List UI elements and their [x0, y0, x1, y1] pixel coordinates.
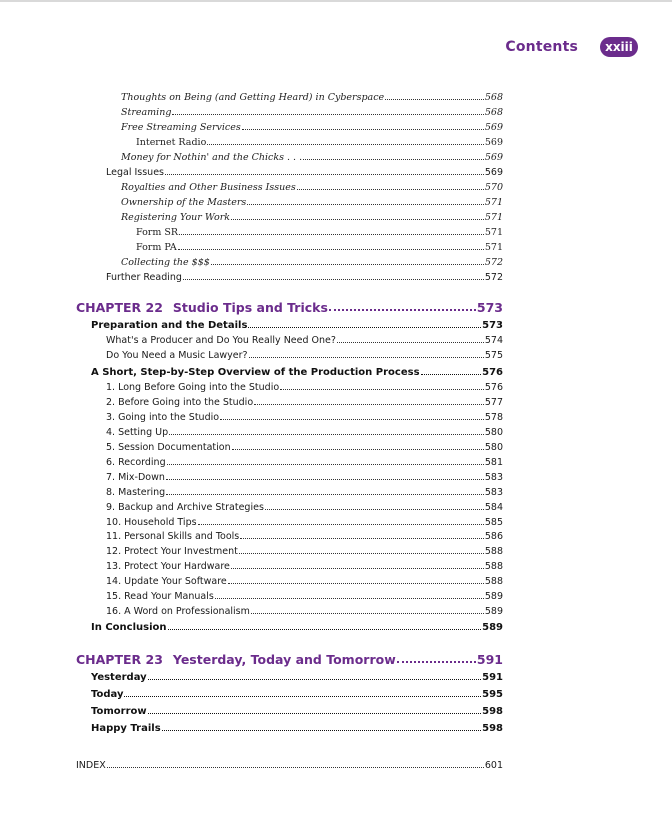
toc-entry	[106, 576, 503, 587]
chapter-number: CHAPTER 23	[76, 652, 163, 667]
dot-leader	[148, 679, 481, 680]
dot-leader	[220, 419, 484, 420]
toc-entry-title: A Short, Step-by-Step Overview of the Production Process	[91, 367, 420, 378]
dot-leader	[240, 538, 484, 539]
toc-entry-title: 8. Mastering	[106, 487, 166, 498]
toc-entry-title: Do You Need a Music Lawyer?	[106, 350, 248, 361]
toc-entry-title: 10. Household Tips	[106, 517, 197, 528]
toc-entry	[106, 502, 503, 513]
dot-leader	[385, 99, 484, 100]
toc-entry	[121, 107, 503, 118]
toc-page-number: 572	[484, 272, 503, 283]
dot-leader	[166, 479, 484, 480]
toc-entry	[106, 335, 503, 346]
toc-entry	[91, 706, 503, 717]
toc-entry	[121, 92, 503, 103]
dot-leader	[421, 374, 482, 375]
dot-leader	[329, 309, 476, 311]
toc-entry	[106, 272, 503, 283]
toc-page-number: 569	[484, 122, 503, 133]
toc-entry-title: 2. Before Going into the Studio	[106, 397, 254, 408]
dot-leader	[239, 553, 484, 554]
toc-page-number: 583	[484, 487, 503, 498]
toc-entry-title: Studio Tips and Tricks	[172, 300, 328, 315]
toc-page-number: 584	[484, 502, 503, 513]
toc-page-number: 574	[484, 335, 503, 346]
toc-entry-title: Registering Your Work	[121, 212, 230, 223]
toc-page-number: 591	[482, 672, 503, 683]
toc-chapter	[76, 300, 503, 315]
dot-leader	[297, 189, 484, 190]
toc-entry	[136, 242, 503, 253]
toc-entry	[121, 212, 503, 223]
toc-page-number: 570	[484, 182, 503, 193]
dot-leader	[179, 234, 484, 235]
toc-entry-title: 14. Update Your Software	[106, 576, 227, 587]
toc-entry-title: 15. Read Your Manuals	[106, 591, 214, 602]
toc-entry	[121, 197, 503, 208]
toc-entry-title: Happy Trails	[91, 723, 161, 734]
dot-leader	[265, 509, 484, 510]
toc-page-number: 573	[476, 300, 503, 315]
toc-entry-title: 16. A Word on Professionalism	[106, 606, 250, 617]
toc-entry-title: 4. Setting Up	[106, 427, 169, 438]
toc-entry	[106, 382, 503, 393]
toc-entry-title: Streaming	[121, 107, 172, 118]
toc-entry	[106, 427, 503, 438]
dot-leader	[166, 494, 484, 495]
dot-leader	[280, 389, 484, 390]
toc-entry	[106, 591, 503, 602]
toc-entry	[121, 152, 503, 163]
toc-page-number: 578	[484, 412, 503, 423]
toc-page-number: 568	[484, 92, 503, 103]
toc-entry-title: What's a Producer and Do You Really Need One?	[106, 335, 336, 346]
toc-entry-title: 7. Mix-Down	[106, 472, 165, 483]
toc-entry	[106, 167, 503, 178]
toc-page-number: 576	[482, 367, 503, 378]
toc-page-number: 589	[482, 622, 503, 633]
toc-entry	[106, 412, 503, 423]
dot-leader	[162, 730, 481, 731]
dot-leader	[254, 404, 484, 405]
toc-entry	[106, 517, 503, 528]
toc-entry-title: Today	[91, 689, 124, 700]
toc-entry-title: Internet Radio	[136, 137, 207, 148]
toc-page-number: 601	[484, 760, 503, 771]
toc-entry	[106, 546, 503, 557]
toc-entry	[106, 442, 503, 453]
toc-page-number: 571	[484, 227, 503, 238]
toc-entry-title: Thoughts on Being (and Getting Heard) in Cyberspace	[121, 92, 385, 103]
toc-page-number: 589	[484, 591, 503, 602]
toc-page-number: 598	[482, 723, 503, 734]
toc-entry-title: 1. Long Before Going into the Studio	[106, 382, 280, 393]
toc-page-number: 586	[484, 531, 503, 542]
toc-entry-title: Ownership of the Masters	[121, 197, 247, 208]
toc-page-number: 575	[484, 350, 503, 361]
dot-leader	[228, 583, 484, 584]
dot-leader	[231, 219, 484, 220]
dot-leader	[215, 598, 484, 599]
toc-entry-title: Free Streaming Services	[121, 122, 241, 133]
dot-leader	[232, 449, 484, 450]
toc-page-number: 581	[484, 457, 503, 468]
toc-entry-title: 6. Recording	[106, 457, 166, 468]
toc-page-number: 571	[484, 242, 503, 253]
toc-entry-title: Collecting the $$$	[121, 257, 210, 268]
toc-entry	[106, 472, 503, 483]
toc-entry	[76, 760, 503, 771]
toc-entry-title: Form SR	[136, 227, 179, 238]
chapter-number: CHAPTER 22	[76, 300, 163, 315]
toc-page-number: 598	[482, 706, 503, 717]
dot-leader	[168, 629, 482, 630]
toc-entry	[91, 622, 503, 633]
dot-leader	[337, 342, 484, 343]
toc-entry	[91, 367, 503, 378]
toc-entry-title: Yesterday	[91, 672, 147, 683]
dot-leader	[242, 129, 484, 130]
toc-entry-title: In Conclusion	[91, 622, 167, 633]
dot-leader	[148, 713, 482, 714]
toc-entry	[106, 487, 503, 498]
toc-page-number: 571	[484, 197, 503, 208]
toc-entry	[106, 531, 503, 542]
toc-page-number: 588	[484, 561, 503, 572]
toc-page-number: 588	[484, 576, 503, 587]
toc-page-number: 568	[484, 107, 503, 118]
toc-page-number: 591	[476, 652, 503, 667]
dot-leader	[303, 159, 484, 160]
toc-page-number: 573	[482, 320, 503, 331]
dot-leader	[124, 696, 481, 697]
dot-leader	[165, 174, 484, 175]
toc-page-number: 595	[482, 689, 503, 700]
dot-leader	[207, 144, 484, 145]
toc-page-number: 588	[484, 546, 503, 557]
dot-leader	[251, 613, 484, 614]
dot-leader	[397, 661, 476, 663]
toc-entry	[121, 182, 503, 193]
toc-entry-title: 3. Going into the Studio	[106, 412, 220, 423]
toc-entry-title: 9. Backup and Archive Strategies	[106, 502, 264, 513]
toc-entry-title: Tomorrow	[91, 706, 147, 717]
toc-page-number: 585	[484, 517, 503, 528]
toc-entry-title: Yesterday, Today and Tomorrow	[172, 652, 396, 667]
dot-leader	[198, 524, 484, 525]
toc-entry	[121, 257, 503, 268]
toc-page-number: 572	[484, 257, 503, 268]
page-number-badge: xxiii	[600, 37, 638, 57]
dot-leader	[167, 464, 484, 465]
dot-leader	[178, 249, 484, 250]
dot-leader	[183, 279, 484, 280]
toc-entry	[91, 320, 503, 331]
dot-leader	[231, 568, 484, 569]
page-title: Contents	[505, 39, 578, 55]
toc-page-number: 589	[484, 606, 503, 617]
toc-entry	[91, 723, 503, 734]
toc-page-number: 569	[484, 152, 503, 163]
toc-entry-title: 11. Personal Skills and Tools	[106, 531, 240, 542]
toc-page-number: 571	[484, 212, 503, 223]
toc-entry	[106, 457, 503, 468]
toc-entry-title: INDEX	[76, 760, 106, 771]
toc-page-number: 569	[484, 137, 503, 148]
toc-entry	[121, 122, 503, 133]
toc-entry	[91, 672, 503, 683]
toc-entry-title: Money for Nothin' and the Chicks . . .	[121, 152, 303, 163]
toc-page-number: 580	[484, 427, 503, 438]
toc-page-number: 583	[484, 472, 503, 483]
dot-leader	[211, 264, 484, 265]
dot-leader	[107, 767, 484, 768]
toc-page-number: 577	[484, 397, 503, 408]
toc-entry-title: Legal Issues	[106, 167, 164, 178]
toc-entry-title: 13. Protect Your Hardware	[106, 561, 230, 572]
toc-entry-title: Preparation and the Details	[91, 320, 248, 331]
toc-page-number: 569	[484, 167, 503, 178]
toc-entry	[136, 137, 503, 148]
toc-entry	[106, 397, 503, 408]
toc-entry-title: Further Reading	[106, 272, 182, 283]
toc-page-number: 580	[484, 442, 503, 453]
dot-leader	[247, 204, 484, 205]
dot-leader	[172, 114, 483, 115]
toc-entry	[106, 561, 503, 572]
toc-entry-title: 5. Session Documentation	[106, 442, 231, 453]
toc-entry	[91, 689, 503, 700]
toc-chapter	[76, 652, 503, 667]
dot-leader	[169, 434, 484, 435]
toc-entry-title: Royalties and Other Business Issues	[121, 182, 296, 193]
toc-entry-title: Form PA	[136, 242, 177, 253]
toc-entry	[106, 606, 503, 617]
toc-entry-title: 12. Protect Your Investment	[106, 546, 238, 557]
dot-leader	[248, 327, 481, 328]
toc-page-number: 576	[484, 382, 503, 393]
dot-leader	[249, 357, 484, 358]
toc-entry	[106, 350, 503, 361]
toc-entry	[136, 227, 503, 238]
